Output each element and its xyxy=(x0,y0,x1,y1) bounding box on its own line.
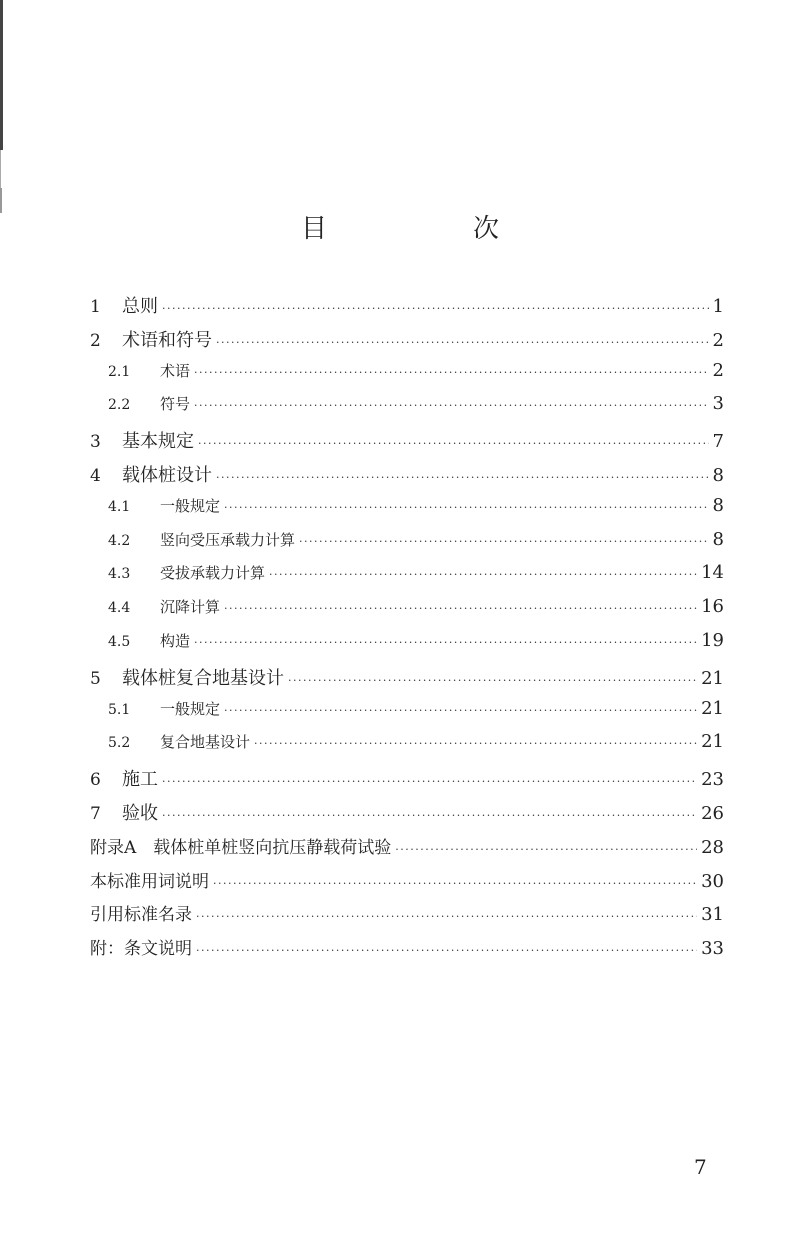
toc-entry[interactable] xyxy=(90,867,724,901)
toc-entry[interactable] xyxy=(90,326,724,360)
toc-entry[interactable] xyxy=(90,292,724,326)
toc-entry-page: 3 xyxy=(712,393,724,415)
toc-entry-page: 31 xyxy=(701,904,724,926)
toc-entry-number: 4.1 xyxy=(108,498,131,515)
toc-entry-page: 2 xyxy=(712,359,724,381)
toc-entry-number: 4.4 xyxy=(108,600,131,617)
dot-leader xyxy=(269,568,697,581)
toc-entry-label: 附录A 载体桩单桩竖向抗压静载荷试验 xyxy=(90,837,392,858)
toc-entry-number: 4.5 xyxy=(108,633,131,650)
toc-entry-page: 28 xyxy=(701,836,724,858)
toc-entry-page: 21 xyxy=(701,667,724,689)
toc-entry[interactable] xyxy=(90,698,724,732)
dot-leader xyxy=(194,399,709,412)
dot-leader xyxy=(224,501,709,514)
toc-entry-page: 8 xyxy=(712,528,724,550)
dot-leader xyxy=(194,636,697,649)
toc-entry[interactable] xyxy=(90,529,724,563)
toc-entry-page: 2 xyxy=(712,329,724,351)
dot-leader xyxy=(254,737,697,750)
toc-entry[interactable] xyxy=(90,900,724,934)
toc-entry[interactable] xyxy=(90,360,724,394)
toc-entry-label: 验收 xyxy=(122,802,158,824)
toc-entry-number: 2.2 xyxy=(108,397,131,414)
toc-entry-label: 引用标准名录 xyxy=(90,905,192,926)
page-number: 7 xyxy=(694,1155,707,1179)
table-of-contents xyxy=(90,292,724,968)
toc-entry-number: 6 xyxy=(90,770,101,791)
dot-leader xyxy=(299,535,709,548)
toc-entry-number: 2.1 xyxy=(108,363,131,380)
toc-entry-number: 5.1 xyxy=(108,701,131,718)
toc-entry-label: 本标准用词说明 xyxy=(90,871,209,892)
toc-entry-page: 14 xyxy=(701,562,724,584)
toc-entry-page: 7 xyxy=(712,431,724,453)
dot-leader xyxy=(198,437,709,450)
toc-entry-label: 术语 xyxy=(160,361,191,380)
toc-entry[interactable] xyxy=(90,799,724,833)
dot-leader xyxy=(288,674,697,687)
toc-entry-page: 23 xyxy=(701,769,724,791)
scan-edge xyxy=(0,0,3,150)
toc-entry-number: 2 xyxy=(90,330,101,351)
toc-entry-page: 8 xyxy=(712,464,724,486)
toc-entry[interactable] xyxy=(90,731,724,765)
toc-entry-page: 21 xyxy=(701,697,724,719)
toc-entry-number: 3 xyxy=(90,432,101,453)
toc-entry[interactable] xyxy=(90,630,724,664)
toc-entry-label: 构造 xyxy=(160,631,191,650)
toc-entry-label: 施工 xyxy=(122,769,158,791)
dot-leader xyxy=(162,775,697,788)
dot-leader xyxy=(162,302,709,315)
dot-leader xyxy=(224,704,697,717)
toc-entry[interactable] xyxy=(90,596,724,630)
toc-entry-label: 总则 xyxy=(122,296,158,317)
dot-leader xyxy=(194,366,709,379)
toc-entry[interactable] xyxy=(90,495,724,529)
toc-entry[interactable] xyxy=(90,934,724,968)
toc-entry[interactable] xyxy=(90,393,724,427)
toc-entry[interactable] xyxy=(90,765,724,799)
dot-leader xyxy=(213,877,697,890)
dot-leader xyxy=(395,843,697,856)
toc-entry-number: 4.3 xyxy=(108,566,131,583)
toc-entry-page: 30 xyxy=(701,870,724,892)
toc-entry[interactable] xyxy=(90,562,724,596)
toc-entry-number: 4 xyxy=(90,465,101,486)
toc-entry-label: 载体桩设计 xyxy=(122,464,212,486)
toc-entry-label: 一般规定 xyxy=(160,699,221,718)
toc-entry-label: 竖向受压承载力计算 xyxy=(160,530,296,549)
toc-entry-page: 21 xyxy=(701,731,724,753)
dot-leader xyxy=(216,336,709,349)
dot-leader xyxy=(224,602,697,615)
toc-entry[interactable] xyxy=(90,461,724,495)
dot-leader xyxy=(162,809,697,822)
toc-entry-number: 7 xyxy=(90,803,101,824)
toc-entry-number: 1 xyxy=(90,297,101,317)
toc-entry-number: 5.2 xyxy=(108,735,131,752)
toc-entry-label: 沉降计算 xyxy=(160,598,221,617)
toc-entry-label: 复合地基设计 xyxy=(160,733,251,752)
toc-entry-label: 符号 xyxy=(160,395,191,414)
toc-entry-page: 33 xyxy=(701,938,724,960)
dot-leader xyxy=(196,944,697,957)
toc-entry-page: 16 xyxy=(701,596,724,618)
dot-leader xyxy=(196,910,697,923)
toc-entry-page: 8 xyxy=(712,494,724,516)
toc-entry-number: 5 xyxy=(90,668,101,689)
toc-entry-label: 附：条文说明 xyxy=(90,939,192,960)
toc-entry[interactable] xyxy=(90,833,724,867)
toc-entry[interactable] xyxy=(90,664,724,698)
page-title: 目 次 xyxy=(300,214,559,244)
toc-entry[interactable] xyxy=(90,427,724,461)
dot-leader xyxy=(216,471,709,484)
toc-entry-label: 载体桩复合地基设计 xyxy=(122,667,284,689)
toc-entry-page: 26 xyxy=(701,802,724,824)
toc-entry-label: 一般规定 xyxy=(160,496,221,515)
toc-entry-page: 1 xyxy=(712,296,724,317)
toc-entry-label: 基本规定 xyxy=(122,431,194,453)
toc-entry-label: 术语和符号 xyxy=(122,329,212,351)
scan-edge xyxy=(0,150,1,190)
toc-entry-number: 4.2 xyxy=(108,532,131,549)
toc-entry-label: 受拔承载力计算 xyxy=(160,564,266,583)
toc-entry-page: 19 xyxy=(701,629,724,651)
